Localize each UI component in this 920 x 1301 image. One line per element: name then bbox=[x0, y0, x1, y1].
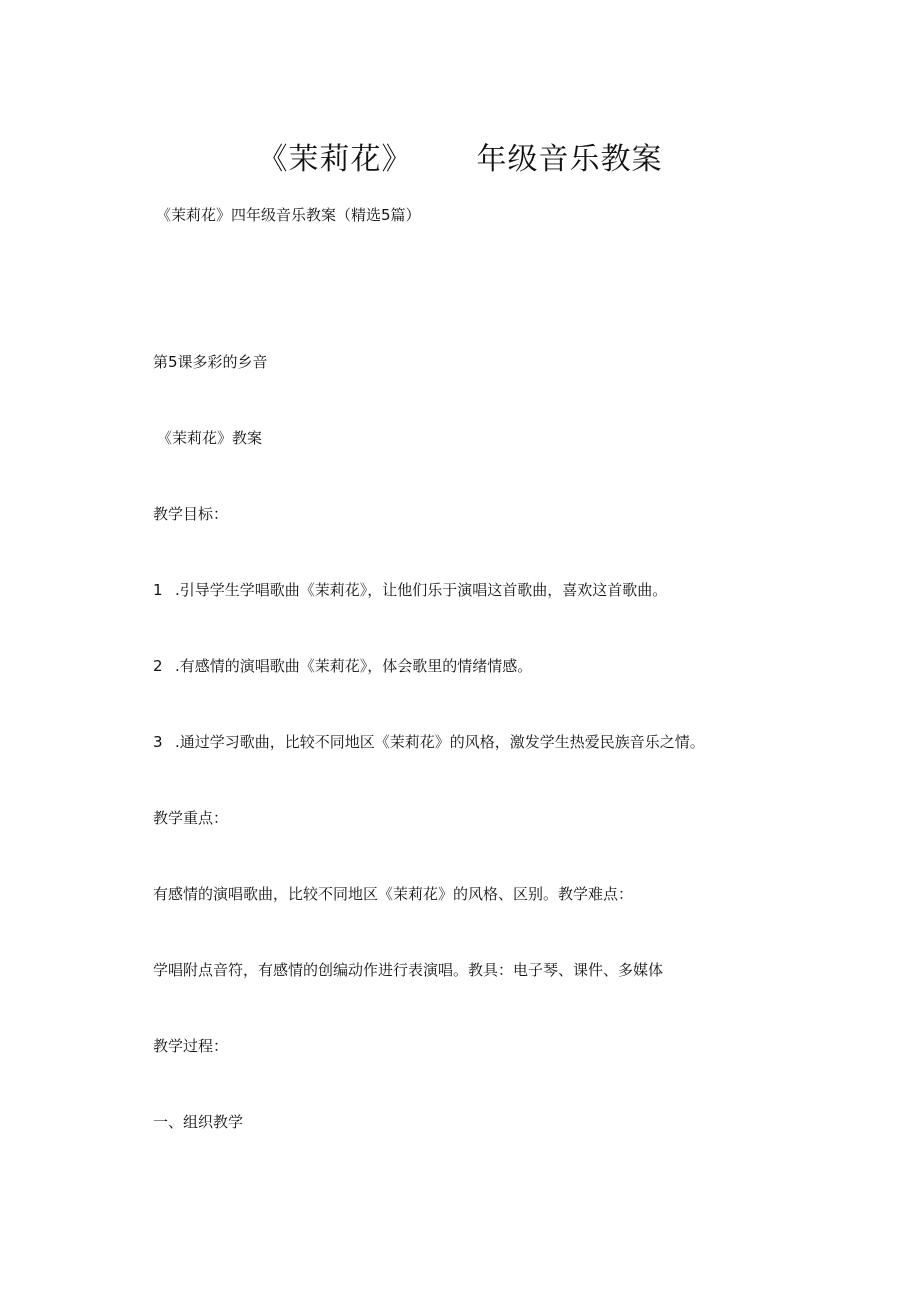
goal-text: .有感情的演唱歌曲《茉莉花》，体会歌里的情绪情感。 bbox=[175, 657, 533, 675]
focus-text: 有感情的演唱歌曲，比较不同地区《茉莉花》的风格、区别。教学难点： bbox=[153, 885, 634, 903]
focus-heading: 教学重点： bbox=[153, 809, 229, 827]
document-title bbox=[0, 138, 920, 182]
goal-text: .引导学生学唱歌曲《茉莉花》，让他们乐于演唱这首歌曲，喜欢这首歌曲。 bbox=[175, 581, 668, 599]
plan-heading: 《茉莉花》教案 bbox=[157, 429, 263, 447]
goal-text: .通过学习歌曲，比较不同地区《茉莉花》的风格，激发学生热爱民族音乐之情。 bbox=[175, 733, 705, 751]
title-part-2: 年级音乐教案 bbox=[476, 142, 663, 177]
goals-heading: 教学目标： bbox=[153, 505, 229, 523]
step-1-heading: 一、组织教学 bbox=[153, 1113, 244, 1131]
goal-number: 1 bbox=[153, 581, 163, 599]
goal-item-2 bbox=[153, 655, 532, 677]
goal-item-1 bbox=[153, 579, 667, 601]
difficulty-text: 学唱附点音符，有感情的创编动作进行表演唱。教具：电子琴、课件、多媒体 bbox=[153, 961, 664, 979]
goal-number: 3 bbox=[153, 733, 163, 751]
lesson-heading: 第5课多彩的乡音 bbox=[153, 353, 268, 371]
title-part-1: 《茉莉花》 bbox=[257, 142, 413, 177]
document-subtitle: 《茉莉花》四年级音乐教案（精选5篇） bbox=[156, 206, 421, 224]
goal-number: 2 bbox=[153, 657, 163, 675]
goal-item-3 bbox=[153, 731, 705, 753]
process-heading: 教学过程： bbox=[153, 1037, 229, 1055]
